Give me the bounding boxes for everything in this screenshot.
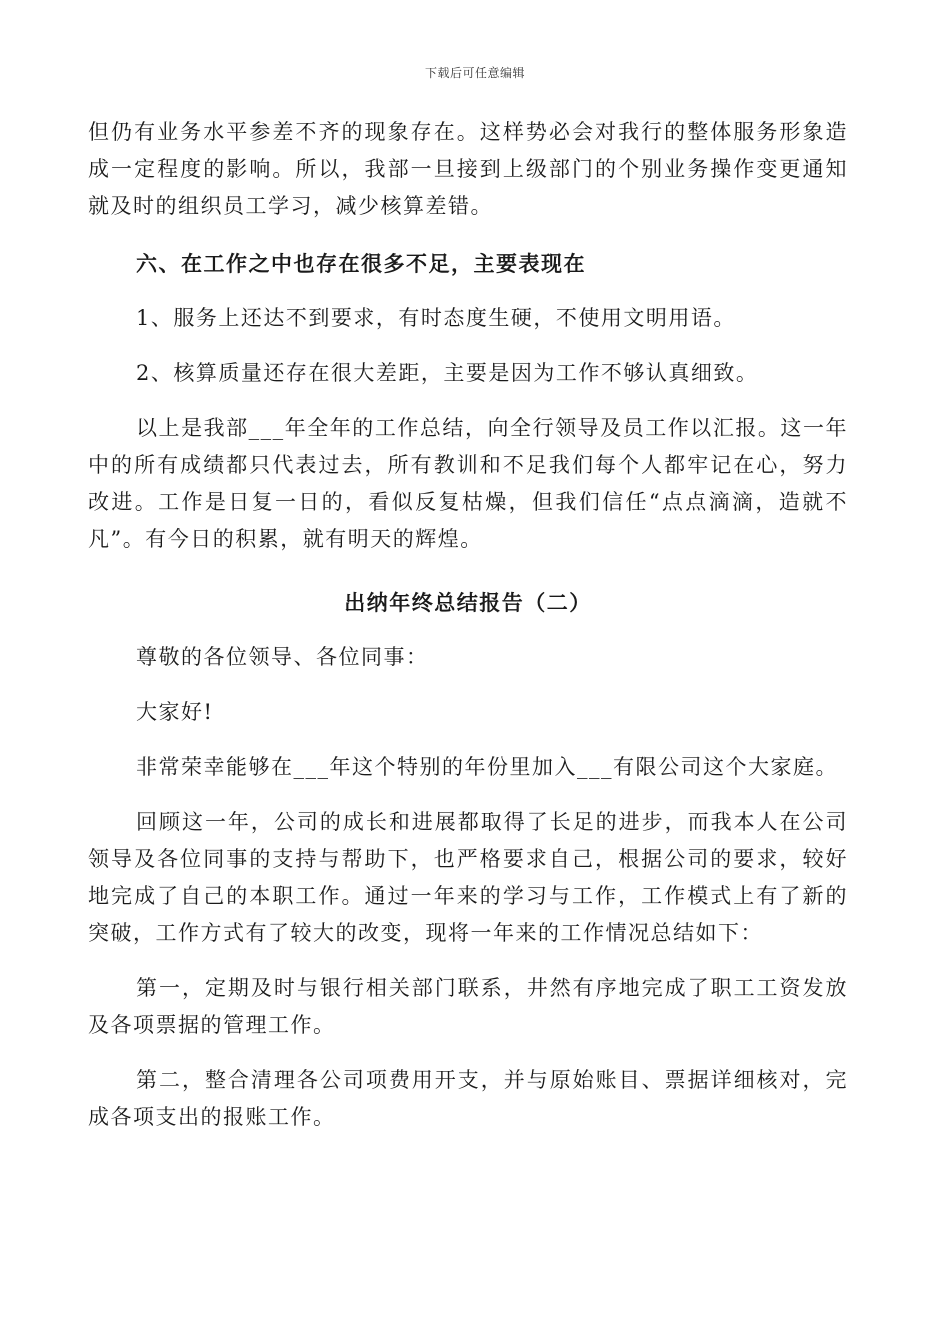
paragraph-point-two: 第二，整合清理各公司项费用开支，并与原始账目、票据详细核对，完成各项支出的报账工作。 (88, 1068, 848, 1129)
greeting: 大家好! (136, 700, 214, 724)
document-body (88, 114, 848, 1136)
paragraph-summary: 以上是我部___年全年的工作总结，向全行领导及员工作以汇报。这一年中的所有成绩都只代表过去，所有教训和不足我们每个人都牢记在心，努力改进。工作是日复一日的，看似反复枯燥，但我们信任“点点滴滴，造就不凡”。有今日的积累，就有明天的辉煌。 (88, 416, 848, 551)
list-item-1: 1、服务上还达不到要求，有时态度生硬，不使用文明用语。 (136, 306, 736, 330)
paragraph-intro: 非常荣幸能够在___年这个特别的年份里加入___有限公司这个大家庭。 (136, 755, 838, 779)
paragraph-continuation: 但仍有业务水平参差不齐的现象存在。这样势必会对我行的整体服务形象造成一定程度的影响。所以，我部一旦接到上级部门的个别业务操作变更通知就及时的组织员工学习，减少核算差错。 (88, 120, 848, 218)
report-title: 出纳年终总结报告（二） (344, 590, 592, 615)
section-heading-six: 六、在工作之中也存在很多不足，主要表现在 (136, 251, 586, 276)
paragraph-point-one: 第一，定期及时与银行相关部门联系，井然有序地完成了职工工资发放及各项票据的管理工作。 (88, 976, 848, 1037)
salutation: 尊敬的各位领导、各位同事： (136, 645, 429, 669)
paragraph-review: 回顾这一年，公司的成长和进展都取得了长足的进步，而我本人在公司领导及各位同事的支持与帮助下，也严格要求自己，根据公司的要求，较好地完成了自己的本职工作。通过一年来的学习与工作，工作模式上有了新的突破，工作方式有了较大的改变，现将一年来的工作情况总结如下： (88, 810, 848, 945)
list-item-2: 2、核算质量还存在很大差距，主要是因为工作不够认真细致。 (136, 361, 759, 385)
header-note: 下载后可任意编辑 (424, 66, 525, 80)
